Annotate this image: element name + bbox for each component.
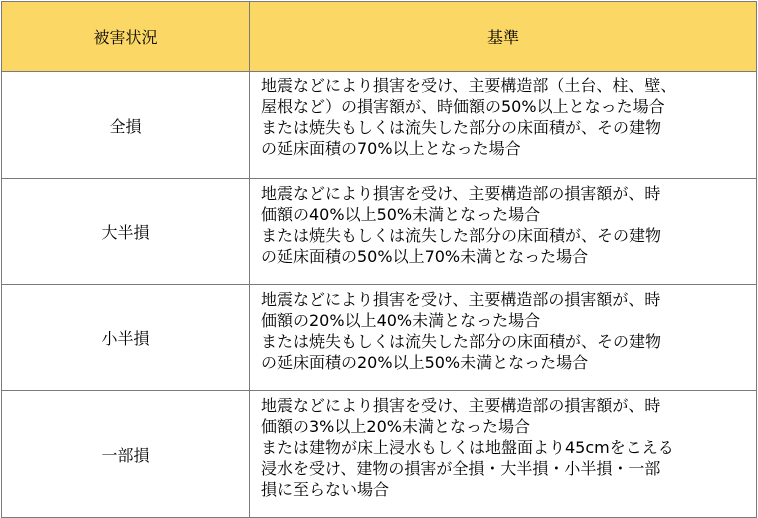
criteria-text: 地震などにより損害を受け、主要構造部（土台、柱、壁、 屋根など）の損害額が、時価額の50%以上となった場合 または焼失もしくは流失した部分の床面積が、その建物 の延床面積の70%以上となった場合 — [261, 76, 677, 158]
criteria-cell — [250, 179, 757, 285]
criteria-text: 地震などにより損害を受け、主要構造部の損害額が、時 価額の40%以上50%未満となった場合 または焼失もしくは流失した部分の床面積が、その建物 の延床面積の50%以上70%未満となった場合 — [261, 184, 662, 266]
table-row-partial-loss — [2, 391, 757, 518]
damage-level-cell: 小半損 — [2, 285, 250, 391]
damage-criteria-table — [1, 1, 757, 518]
damage-level-cell: 大半損 — [2, 179, 250, 285]
criteria-cell — [250, 285, 757, 391]
damage-level-cell: 全損 — [2, 72, 250, 179]
table-row-total-loss — [2, 72, 757, 179]
criteria-cell — [250, 72, 757, 179]
header-criteria: 基準 — [250, 2, 757, 72]
criteria-text: 地震などにより損害を受け、主要構造部の損害額が、時 価額の20%以上40%未満となった場合 または焼失もしくは流失した部分の床面積が、その建物 の延床面積の20%以上50%未満となった場合 — [261, 290, 662, 372]
criteria-cell — [250, 391, 757, 518]
table-row-small-half-loss — [2, 285, 757, 391]
table-row-large-half-loss — [2, 179, 757, 285]
criteria-text: 地震などにより損害を受け、主要構造部の損害額が、時 価額の3%以上20%未満となった場合 または建物が床上浸水もしくは地盤面より45cmをこえる 浸水を受け、建物の損害が全損・大半損・小半損・一部 損に至らない場合 — [261, 396, 674, 499]
header-damage-level: 被害状況 — [2, 2, 250, 72]
table-header-row — [2, 2, 757, 72]
damage-level-cell: 一部損 — [2, 391, 250, 518]
